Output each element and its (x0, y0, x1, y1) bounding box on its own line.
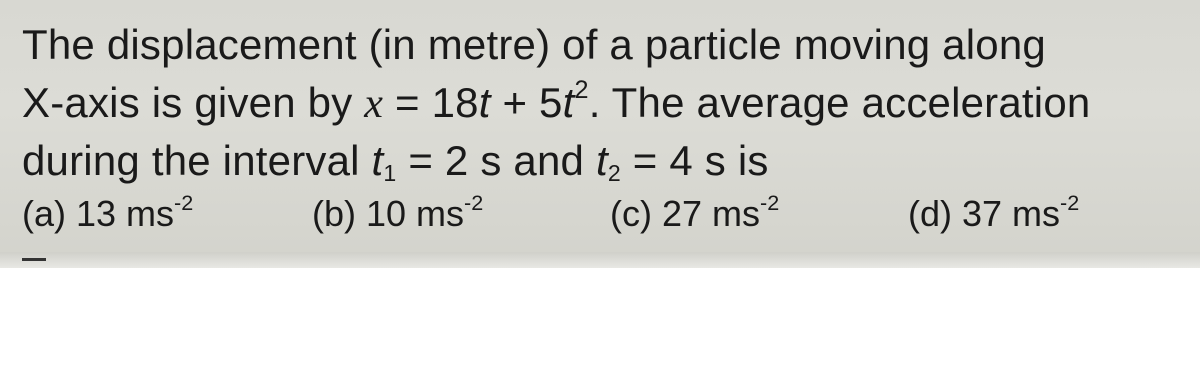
photo-edge (0, 252, 1200, 268)
line2-prefix: X-axis is given by (22, 79, 365, 126)
question-line-1 (22, 21, 1046, 68)
line3-suffix: = 4 s is (620, 137, 769, 184)
variable-t-squared: t (562, 79, 575, 126)
option-d-label: (d) 37 ms (908, 193, 1061, 234)
subscript-1: 1 (383, 159, 397, 186)
variable-t: t (478, 79, 491, 126)
variable-t2: t (595, 137, 608, 184)
exponent-2: 2 (574, 76, 589, 105)
line2-suffix: . The average acceleration (588, 79, 1091, 126)
variable-x: x (364, 81, 384, 127)
blank-area (0, 268, 1200, 370)
line3-mid: = 2 s and (396, 137, 596, 184)
option-d[interactable] (908, 189, 1080, 234)
option-c[interactable] (610, 189, 780, 234)
option-b-exponent: -2 (464, 189, 484, 215)
options-row (22, 189, 1182, 240)
option-a-label: (a) 13 ms (22, 193, 175, 234)
option-a-exponent: -2 (174, 189, 194, 215)
line2-equals: = 18 (383, 79, 479, 126)
page-mark (22, 258, 46, 261)
option-d-exponent: -2 (1060, 189, 1080, 215)
option-b-label: (b) 10 ms (312, 193, 465, 234)
question-line-1-text: The displacement (in metre) of a particle moving along (22, 21, 1046, 68)
option-c-label: (c) 27 ms (610, 193, 761, 234)
subscript-2: 2 (607, 159, 621, 186)
question-line-2 (22, 76, 1091, 127)
option-b[interactable] (312, 189, 484, 234)
line3-prefix: during the interval (22, 137, 372, 184)
question-line-3 (22, 137, 769, 186)
option-c-exponent: -2 (760, 189, 780, 215)
line2-plus: + 5 (490, 79, 563, 126)
option-a[interactable] (22, 189, 194, 234)
variable-t1: t (371, 137, 384, 184)
